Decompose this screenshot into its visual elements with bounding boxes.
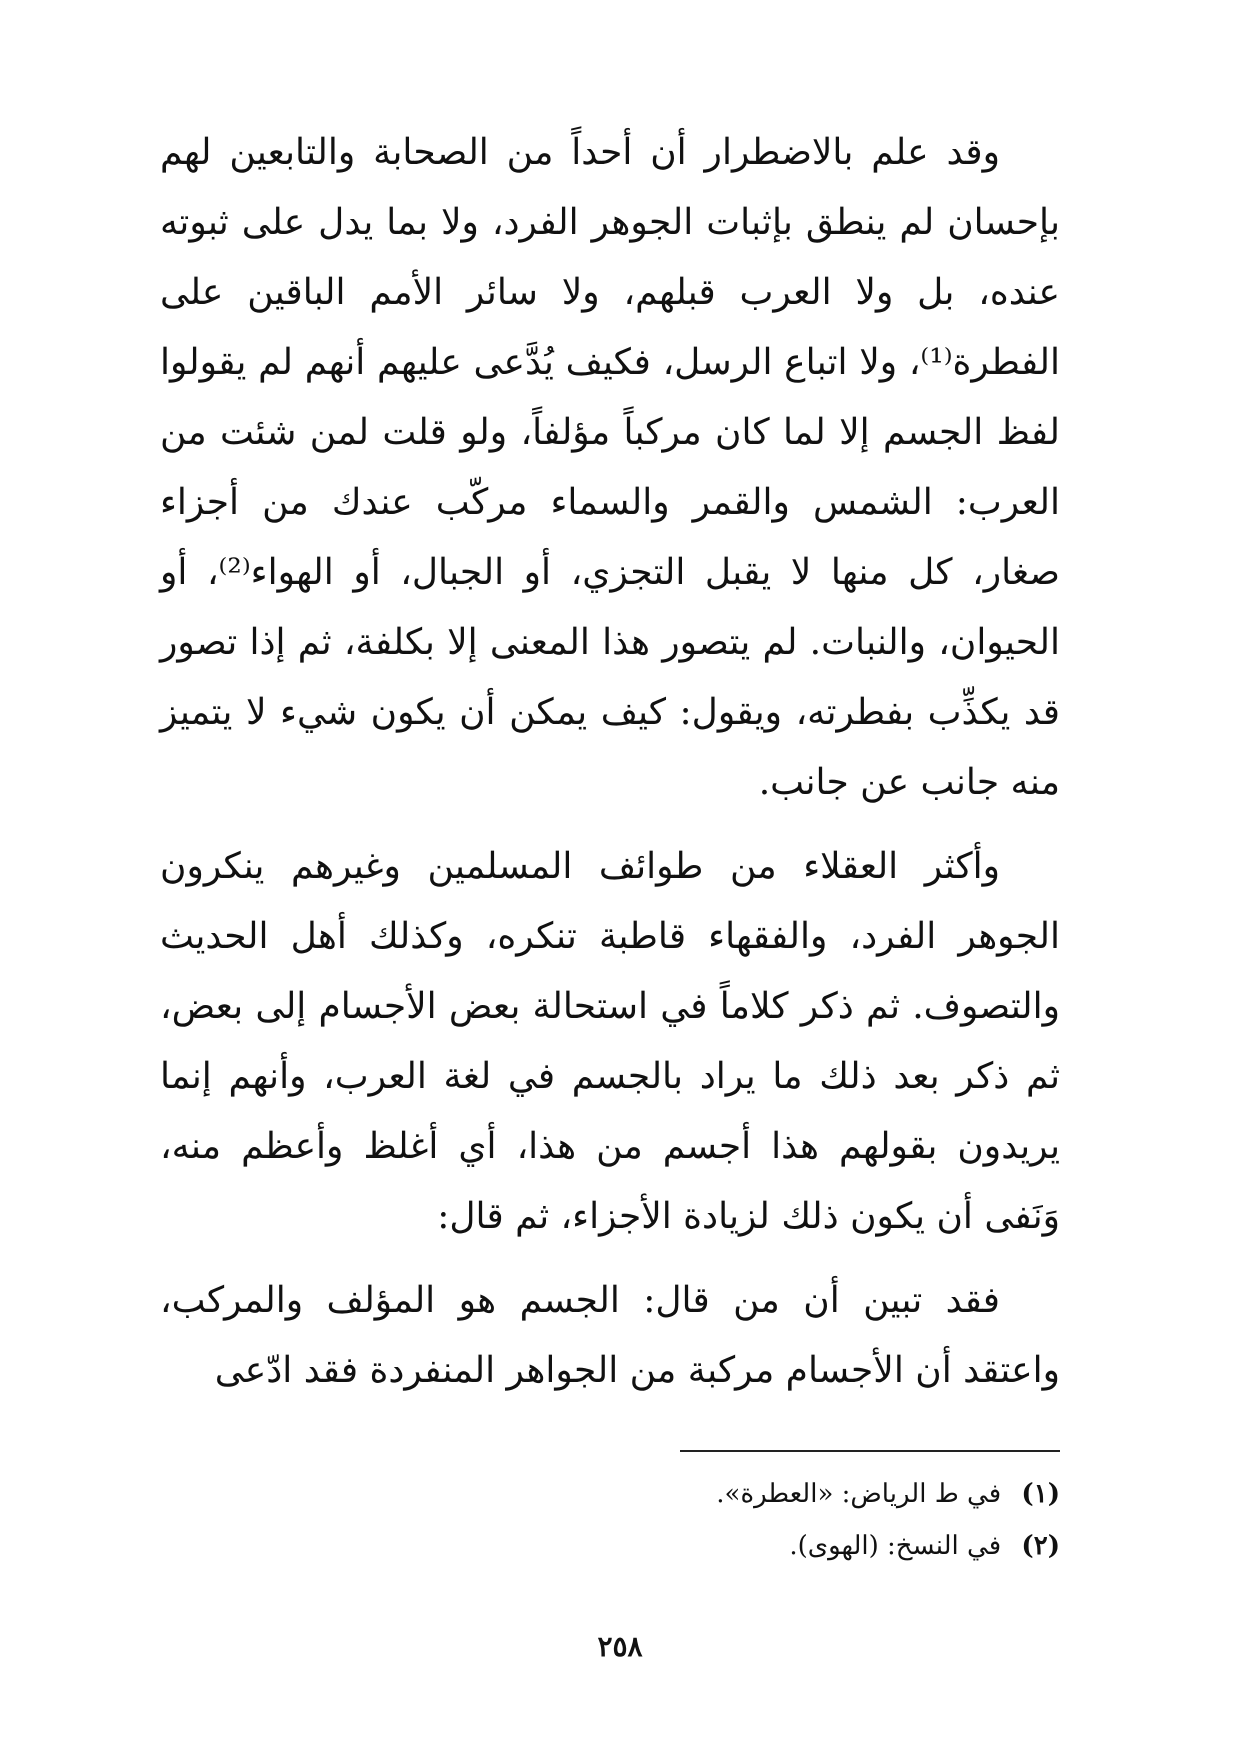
footnote-1	[160, 1468, 1060, 1520]
paragraph-1: وقد علم بالاضطرار أن أحداً من الصحابة والتابعين لهم بإحسان لم ينطق بإثبات الجوهر الفرد، ولا بما يدل على ثبوته عنده، بل ولا العرب قبلهم، ولا سائر الأمم الباقين على الفطرة⁽¹⁾، ولا اتباع الرسل، فكيف يُدَّعى عليهم أنهم لم يقولوا لفظ الجسم إلا لما كان مركباً مؤلفاً، ولو قلت لمن شئت من العرب: الشمس والقمر والسماء مركّب عندك من أجزاء صغار، كل منها لا يقبل التجزي، أو الجبال، أو الهواء⁽²⁾، أو الحيوان، والنبات. لم يتصور هذا المعنى إلا بكلفة، ثم إذا تصور قد يكذِّب بفطرته، ويقول: كيف يمكن أن يكون شيء لا يتميز منه جانب عن جانب.	[160, 132, 1060, 803]
footnote-number: (١)	[1021, 1479, 1060, 1509]
paragraph-2: وأكثر العقلاء من طوائف المسلمين وغيرهم ينكرون الجوهر الفرد، والفقهاء قاطبة تنكره، وكذلك أهل الحديث والتصوف. ثم ذكر كلاماً في استحالة بعض الأجسام إلى بعض، ثم ذكر بعد ذلك ما يراد بالجسم في لغة العرب، وأنهم إنما يريدون بقولهم هذا أجسم من هذا، أي أغلظ وأعظم منه، وَنَفى أن يكون ذلك لزيادة الأجزاء، ثم قال:	[160, 846, 1060, 1237]
page-number: ٢٥٨	[597, 1630, 643, 1663]
paragraph-3: فقد تبين أن من قال: الجسم هو المؤلف والمركب، واعتقد أن الأجسام مركبة من الجواهر المنفردة فقد ادّعى	[160, 1280, 1060, 1391]
footnote-number: (٢)	[1021, 1531, 1060, 1561]
main-text	[160, 118, 1060, 1406]
footnotes	[160, 1468, 1060, 1572]
footnote-text: في النسخ: (الهوى).	[789, 1531, 1002, 1561]
footnote-text: في ط الرياض: «العطرة».	[716, 1479, 1002, 1509]
footnote-divider	[680, 1450, 1060, 1452]
footnote-2	[160, 1520, 1060, 1572]
